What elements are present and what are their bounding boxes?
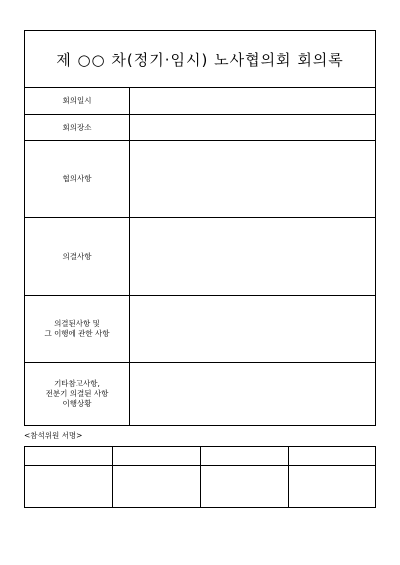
row-resolution-implementation (25, 296, 375, 363)
signature-caption: <참석위원 서명> (24, 431, 83, 440)
field-consultation-items[interactable] (130, 141, 375, 217)
document-title: 제 ○○ 차(정기·임시) 노사협의회 회의록 (25, 31, 375, 88)
field-other-notes[interactable] (130, 363, 375, 425)
row-meeting-datetime (25, 88, 375, 115)
row-resolutions (25, 218, 375, 296)
row-meeting-place (25, 115, 375, 141)
signature-table (24, 446, 376, 508)
field-resolutions[interactable] (130, 218, 375, 295)
field-resolution-implementation[interactable] (130, 296, 375, 362)
signature-column-divider (112, 447, 113, 507)
label-resolutions: 의결사항 (25, 218, 130, 295)
field-meeting-place[interactable] (130, 115, 375, 140)
label-other-notes: 기타참고사항, 전분기 의결된 사항 이행상황 (25, 363, 130, 425)
label-meeting-place: 회의장소 (25, 115, 130, 140)
meeting-minutes-form (24, 30, 376, 426)
label-meeting-datetime: 회의일시 (25, 88, 130, 114)
row-consultation-items (25, 141, 375, 218)
signature-column-divider (288, 447, 289, 507)
signature-column-divider (200, 447, 201, 507)
field-meeting-datetime[interactable] (130, 88, 375, 114)
label-resolution-implementation: 의결된사항 및 그 이행에 관한 사항 (25, 296, 130, 362)
label-consultation-items: 협의사항 (25, 141, 130, 217)
row-other-notes (25, 363, 375, 425)
